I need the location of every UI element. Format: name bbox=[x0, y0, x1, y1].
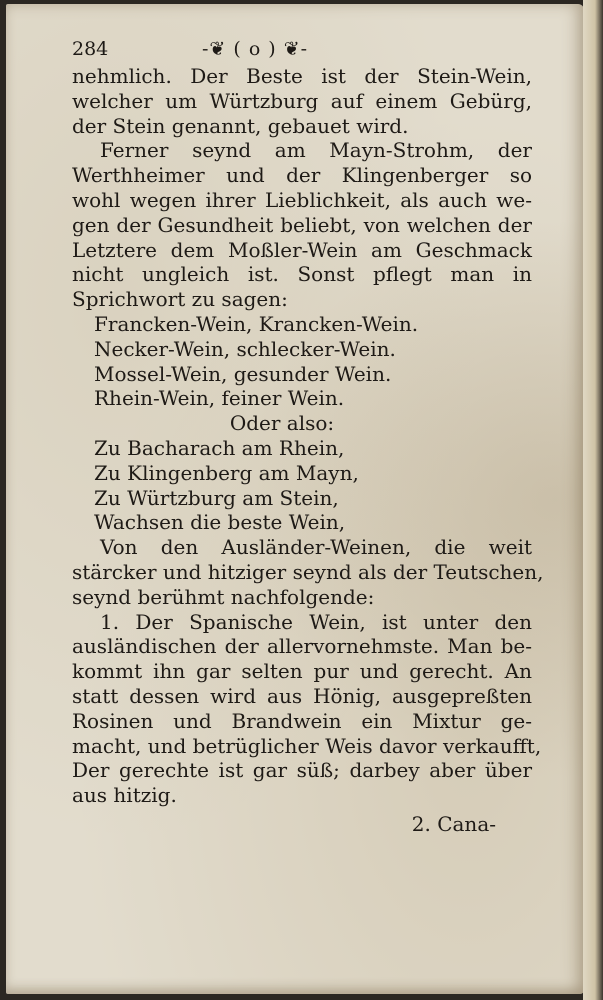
text-line: aus hitzig. bbox=[72, 783, 177, 808]
page-edge bbox=[583, 0, 603, 1000]
text-line: statt dessen wird aus Hönig, ausgepreßten bbox=[72, 683, 532, 708]
proverb-line: Necker-Wein, schlecker-Wein. bbox=[94, 336, 396, 361]
text-line: Von den Ausländer-Weinen, die weit bbox=[100, 535, 532, 560]
page-number: 284 bbox=[72, 37, 109, 60]
running-head: -❦ ( o ) ❦- bbox=[202, 37, 309, 60]
text-line: ausländischen der allervornehmste. Man be- bbox=[72, 634, 532, 659]
text-line: der Stein genannt, gebauet wird. bbox=[72, 113, 409, 138]
text-line: Letztere dem Moßler-Wein am Geschmack bbox=[72, 237, 532, 262]
verse-line: Zu Würtzburg am Stein, bbox=[94, 485, 339, 510]
text-line: Ferner seynd am Mayn-Strohm, der bbox=[100, 138, 532, 163]
proverb-line: Francken-Wein, Krancken-Wein. bbox=[94, 311, 419, 336]
catchword: 2. Cana- bbox=[411, 811, 496, 836]
text-line: nicht ungleich ist. Sonst pflegt man in bbox=[72, 262, 532, 287]
text-line: wohl wegen ihrer Lieblichkeit, als auch we- bbox=[72, 187, 532, 212]
text-line: stärcker und hitziger seynd als der Teutschen, bbox=[72, 559, 544, 584]
verse-line: Zu Bacharach am Rhein, bbox=[94, 435, 345, 460]
page-header bbox=[72, 36, 532, 62]
verse-line: Wachsen die beste Wein, bbox=[94, 510, 346, 535]
text-line: gen der Gesundheit beliebt, von welchen der bbox=[72, 212, 532, 237]
text-line: Werthheimer und der Klingenberger so bbox=[72, 163, 532, 188]
text-line: Rosinen und Brandwein ein Mixtur ge- bbox=[72, 708, 532, 733]
verse-line: Zu Klingenberg am Mayn, bbox=[94, 460, 359, 485]
text-line: kommt ihn gar selten pur und gerecht. An bbox=[72, 659, 532, 684]
text-line: macht, und betrüglicher Weis davor verkaufft, bbox=[72, 733, 542, 758]
text-line: welcher um Würtzburg auf einem Gebürg, bbox=[72, 88, 532, 113]
page-text bbox=[72, 36, 544, 837]
proverb-line: Mossel-Wein, gesunder Wein. bbox=[94, 361, 392, 386]
text-line: Sprichwort zu sagen: bbox=[72, 287, 288, 312]
text-line: 1. Der Spanische Wein, ist unter den bbox=[100, 609, 532, 634]
text-line: Der gerechte ist gar süß; darbey aber über bbox=[72, 758, 532, 783]
text-line: nehmlich. Der Beste ist der Stein-Wein, bbox=[72, 64, 532, 88]
text-line: Oder also: bbox=[229, 411, 335, 436]
text-line: seynd berühmt nachfolgende: bbox=[72, 584, 375, 609]
proverb-line: Rhein-Wein, feiner Wein. bbox=[94, 386, 345, 411]
